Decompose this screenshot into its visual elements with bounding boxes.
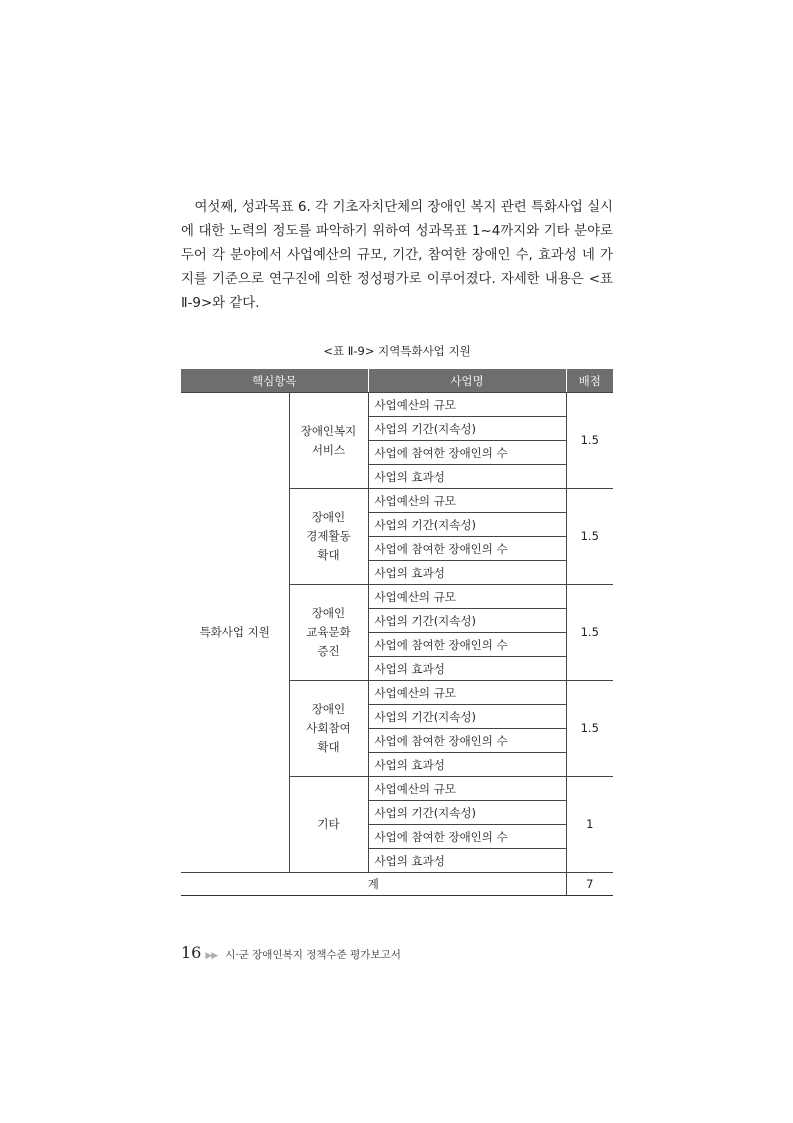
paragraph-line: 에 대한 노력의 정도를 파악하기 위하여 성과목표 1~4까지와 기타 분야로 — [181, 224, 613, 239]
project-item-cell: 사업의 효과성 — [368, 657, 566, 681]
report-title: 시·군 장애인복지 정책수준 평가보고서 — [225, 949, 401, 961]
project-item-cell: 사업의 효과성 — [368, 753, 566, 777]
main-category-cell: 특화사업 지원 — [181, 393, 289, 873]
score-cell: 1 — [566, 777, 613, 873]
score-cell: 1.5 — [566, 489, 613, 585]
category-cell: 기타 — [289, 777, 368, 873]
project-item-cell: 사업예산의 규모 — [368, 681, 566, 705]
category-cell: 장애인복지 서비스 — [289, 393, 368, 489]
project-item-cell: 사업의 기간(지속성) — [368, 513, 566, 537]
project-item-cell: 사업의 효과성 — [368, 561, 566, 585]
paragraph-line: 지를 기준으로 연구진에 의한 정성평가로 이루어졌다. 자세한 내용은 <표 — [181, 272, 613, 287]
project-item-cell: 사업에 참여한 장애인의 수 — [368, 537, 566, 561]
table-body — [181, 393, 613, 896]
category-cell: 장애인 사회참여 확대 — [289, 681, 368, 777]
header-core-item: 핵심항목 — [181, 369, 368, 393]
total-row — [181, 873, 613, 896]
project-item-cell: 사업의 효과성 — [368, 465, 566, 489]
project-item-cell: 사업의 기간(지속성) — [368, 417, 566, 441]
project-item-cell: 사업예산의 규모 — [368, 393, 566, 417]
project-item-cell: 사업에 참여한 장애인의 수 — [368, 729, 566, 753]
paragraph-line: Ⅱ-9>와 같다. — [181, 296, 260, 311]
footer-arrow-icon: ▶▶ — [205, 951, 218, 961]
score-cell: 1.5 — [566, 393, 613, 489]
project-item-cell: 사업의 기간(지속성) — [368, 801, 566, 825]
project-item-cell: 사업의 효과성 — [368, 849, 566, 873]
table-row — [181, 393, 613, 417]
header-project-name: 사업명 — [368, 369, 566, 393]
specialized-project-table — [181, 369, 613, 896]
score-cell: 1.5 — [566, 585, 613, 681]
paragraph-line: 두어 각 분야에서 사업예산의 규모, 기간, 참여한 장애인 수, 효과성 네 가 — [181, 248, 613, 263]
project-item-cell: 사업에 참여한 장애인의 수 — [368, 825, 566, 849]
project-item-cell: 사업예산의 규모 — [368, 489, 566, 513]
category-cell: 장애인 경제활동 확대 — [289, 489, 368, 585]
project-item-cell: 사업의 기간(지속성) — [368, 705, 566, 729]
body-paragraph — [181, 196, 613, 316]
category-cell: 장애인 교육문화 증진 — [289, 585, 368, 681]
table-caption: <표 Ⅱ-9> 지역특화사업 지원 — [323, 344, 471, 358]
project-item-cell: 사업예산의 규모 — [368, 585, 566, 609]
score-cell: 1.5 — [566, 681, 613, 777]
total-score-cell: 7 — [566, 873, 613, 896]
project-item-cell: 사업에 참여한 장애인의 수 — [368, 441, 566, 465]
page-footer — [181, 943, 401, 962]
header-score: 배점 — [566, 369, 613, 393]
total-label-cell: 계 — [181, 873, 566, 896]
project-item-cell: 사업에 참여한 장애인의 수 — [368, 633, 566, 657]
project-item-cell: 사업예산의 규모 — [368, 777, 566, 801]
page-number: 16 — [181, 943, 202, 962]
table-header-row — [181, 369, 613, 393]
project-item-cell: 사업의 기간(지속성) — [368, 609, 566, 633]
paragraph-line: 여섯째, 성과목표 6. 각 기초자치단체의 장애인 복지 관련 특화사업 실시 — [181, 200, 613, 215]
